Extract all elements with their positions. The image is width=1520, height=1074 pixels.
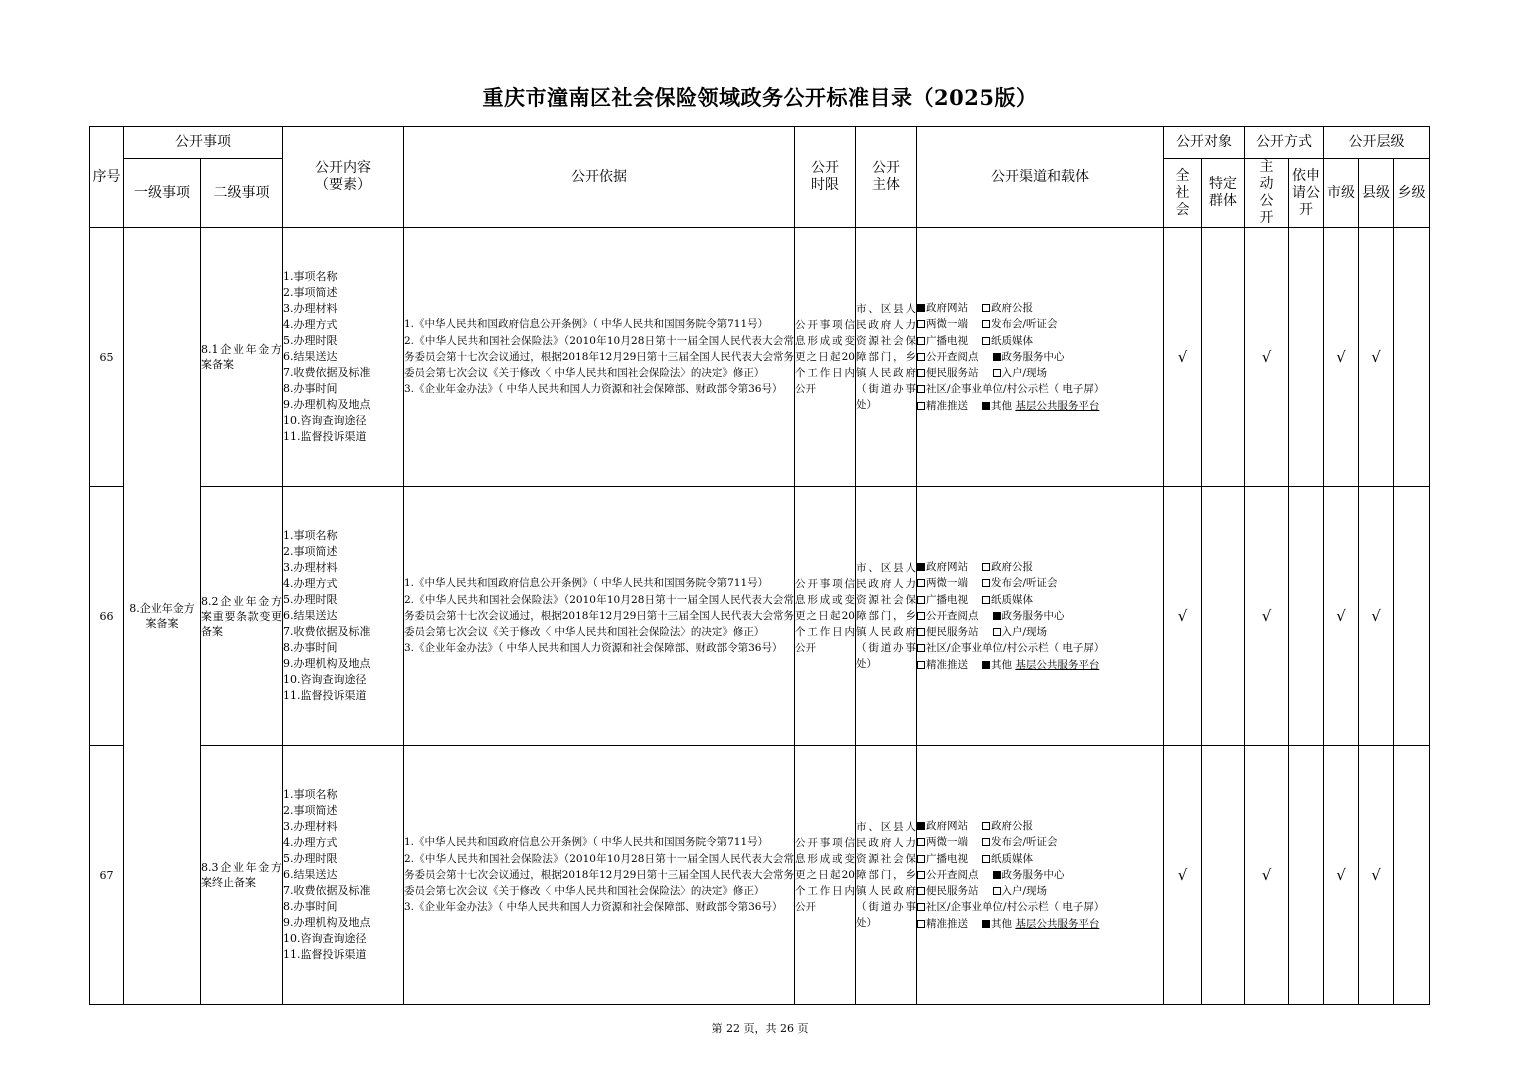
unchecked-box-icon (917, 628, 925, 636)
content-line: 9.办理机构及地点 (283, 398, 371, 411)
check-mode-active: √ (1245, 746, 1289, 1005)
level2-item: 8.3企业年金方案终止备案 (201, 746, 283, 1005)
header-level-county: 县级 (1359, 159, 1394, 228)
check-level-city: √ (1324, 487, 1359, 746)
channel-row (917, 608, 1163, 624)
basis-text (404, 746, 795, 1005)
channel-press: 发布会/听证会 (991, 577, 1058, 590)
content-elements (283, 228, 404, 487)
level2-item: 8.1企业年金方案备案 (201, 228, 283, 487)
unchecked-box-icon (982, 596, 990, 604)
content-line: 2.事项简述 (283, 804, 338, 817)
channel-row (917, 592, 1163, 608)
header-items: 公开事项 (124, 127, 283, 159)
channel-gov_bulletin: 政府公报 (991, 301, 1033, 314)
header-level: 公开层级 (1324, 127, 1430, 159)
channel-row (917, 818, 1163, 834)
channel-paper: 纸质媒体 (991, 852, 1033, 865)
channel-broadcast: 广播电视 (926, 593, 968, 606)
content-line: 7.收费依据及标准 (283, 366, 371, 379)
header-target-specific: 特定群体 (1202, 159, 1245, 228)
unchecked-box-icon (982, 320, 990, 328)
unchecked-box-icon (917, 320, 925, 328)
basis-line: 2.《中华人民共和国社会保险法》（2010年10月28日第十一届全国人民代表大会常务委员会第十七次会议通过，根据2018年12月29日第十三届全国人民代表大会常务委员会第七次会议《关于修改〈 中华人民共和国社会保险法〉的决定》修正） (404, 593, 794, 639)
page-footer: 第 22 页，共 26 页 (711, 1022, 809, 1035)
channel-gov_site: 政府网站 (926, 301, 968, 314)
channel-onsite: 入户/现场 (1001, 626, 1048, 639)
unchecked-box-icon (917, 612, 925, 620)
content-line: 4.办理方式 (283, 318, 338, 331)
content-line: 10.咨询查询途径 (283, 414, 367, 427)
channel-broadcast: 广播电视 (926, 334, 968, 347)
channel-row (917, 349, 1163, 365)
content-line: 2.事项简述 (283, 545, 338, 558)
channel-row (917, 381, 1163, 397)
channel-community: 社区/企事业单位/村公示栏（ 电子屏） (926, 383, 1105, 396)
header-level-city: 市级 (1324, 159, 1359, 228)
content-line: 3.办理材料 (283, 302, 338, 315)
channel-paper: 纸质媒体 (991, 593, 1033, 606)
channel-row (917, 316, 1163, 332)
basis-line: 3.《企业年金办法》（ 中华人民共和国人力资源和社会保障部、财政部令第36号） (404, 642, 783, 655)
channel-other: 其他 (991, 399, 1012, 412)
channel-precise: 精准推送 (926, 658, 968, 671)
content-line: 5.办理时限 (283, 852, 338, 865)
content-line: 8.办事时间 (283, 382, 338, 395)
unchecked-box-icon (993, 628, 1001, 636)
basis-line: 1.《中华人民共和国政府信息公开条例》（ 中华人民共和国国务院令第711号） (404, 318, 769, 331)
header-time-limit: 公开时限 (795, 127, 856, 228)
channel-other-detail: 基层公共服务平台 (1015, 399, 1100, 412)
content-line: 4.办理方式 (283, 836, 338, 849)
channel-reading_point: 公开查阅点 (926, 350, 979, 363)
content-line: 6.结果送达 (283, 350, 338, 363)
unchecked-box-icon (917, 337, 925, 345)
content-line: 4.办理方式 (283, 577, 338, 590)
checked-box-icon (993, 353, 1001, 361)
check-target-all: √ (1164, 228, 1202, 487)
channel-row (917, 300, 1163, 316)
channel-other-detail: 基层公共服务平台 (1015, 658, 1100, 671)
channel-reading_point: 公开查阅点 (926, 868, 979, 881)
unchecked-box-icon (982, 855, 990, 863)
content-line: 1.事项名称 (283, 529, 338, 542)
check-mode-apply (1289, 487, 1324, 746)
channel-list (917, 746, 1164, 1005)
channel-convenience: 便民服务站 (926, 885, 979, 898)
channel-onsite: 入户/现场 (1001, 885, 1048, 898)
channel-service_center: 政务服务中心 (1001, 609, 1065, 622)
header-mode-active: 主动公开 (1245, 159, 1289, 228)
channel-row (917, 834, 1163, 850)
check-target-specific (1202, 228, 1245, 487)
content-elements (283, 746, 404, 1005)
check-level-town (1394, 746, 1430, 1005)
check-mode-active: √ (1245, 487, 1289, 746)
content-line: 9.办理机构及地点 (283, 916, 371, 929)
checked-box-icon (982, 661, 990, 669)
unchecked-box-icon (917, 579, 925, 587)
channel-row (917, 333, 1163, 349)
header-level1: 一级事项 (124, 159, 201, 228)
level1-item: 8.企业年金方案备案 (124, 228, 201, 1005)
time-limit: 公开事项信息形成或变更之日起20个工作日内公开 (795, 487, 856, 746)
table-row (90, 487, 1430, 746)
time-limit: 公开事项信息形成或变更之日起20个工作日内公开 (795, 746, 856, 1005)
channel-convenience: 便民服务站 (926, 367, 979, 380)
check-mode-apply (1289, 746, 1324, 1005)
content-line: 2.事项简述 (283, 286, 338, 299)
header-channel: 公开渠道和载体 (917, 127, 1164, 228)
check-level-county: √ (1359, 228, 1394, 487)
basis-text (404, 487, 795, 746)
channel-paper: 纸质媒体 (991, 334, 1033, 347)
content-line: 1.事项名称 (283, 270, 338, 283)
check-level-county: √ (1359, 746, 1394, 1005)
checked-box-icon (917, 563, 925, 571)
unchecked-box-icon (993, 887, 1001, 895)
channel-broadcast: 广播电视 (926, 852, 968, 865)
unchecked-box-icon (982, 304, 990, 312)
channel-community: 社区/企事业单位/村公示栏（ 电子屏） (926, 901, 1105, 914)
content-elements (283, 487, 404, 746)
channel-community: 社区/企事业单位/村公示栏（ 电子屏） (926, 642, 1105, 655)
unchecked-box-icon (917, 353, 925, 361)
content-line: 1.事项名称 (283, 788, 338, 801)
unchecked-box-icon (917, 596, 925, 604)
channel-reading_point: 公开查阅点 (926, 609, 979, 622)
header-seq: 序号 (90, 127, 124, 228)
channel-list (917, 228, 1164, 487)
channel-row (917, 883, 1163, 899)
check-mode-active: √ (1245, 228, 1289, 487)
channel-two_micro: 两微一端 (926, 836, 968, 849)
checked-box-icon (982, 402, 990, 410)
unchecked-box-icon (982, 822, 990, 830)
unchecked-box-icon (917, 920, 925, 928)
check-level-town (1394, 487, 1430, 746)
unchecked-box-icon (982, 838, 990, 846)
channel-gov_site: 政府网站 (926, 819, 968, 832)
channel-two_micro: 两微一端 (926, 318, 968, 331)
channel-row (917, 916, 1163, 932)
channel-row (917, 575, 1163, 591)
channel-row (917, 624, 1163, 640)
content-line: 6.结果送达 (283, 609, 338, 622)
basis-line: 2.《中华人民共和国社会保险法》（2010年10月28日第十一届全国人民代表大会常务委员会第十七次会议通过，根据2018年12月29日第十三届全国人民代表大会常务委员会第七次会议《关于修改〈 中华人民共和国社会保险法〉的决定》修正） (404, 334, 794, 380)
checked-box-icon (982, 920, 990, 928)
unchecked-box-icon (917, 369, 925, 377)
subject: 市、区县人民政府人力资源社会保障部门，乡镇人民政府（街道办事处） (856, 487, 917, 746)
basis-line: 1.《中华人民共和国政府信息公开条例》（ 中华人民共和国国务院令第711号） (404, 577, 769, 590)
content-line: 11.监督投诉渠道 (283, 948, 367, 961)
level2-item: 8.2企业年金方案重要条款变更备案 (201, 487, 283, 746)
unchecked-box-icon (982, 563, 990, 571)
channel-precise: 精准推送 (926, 917, 968, 930)
channel-onsite: 入户/现场 (1001, 367, 1048, 380)
channel-press: 发布会/听证会 (991, 318, 1058, 331)
content-line: 6.结果送达 (283, 868, 338, 881)
row-seq: 66 (90, 487, 124, 746)
check-mode-apply (1289, 228, 1324, 487)
channel-gov_bulletin: 政府公报 (991, 819, 1033, 832)
channel-precise: 精准推送 (926, 399, 968, 412)
channel-convenience: 便民服务站 (926, 626, 979, 639)
content-line: 8.办事时间 (283, 900, 338, 913)
basis-text (404, 228, 795, 487)
subject: 市、区县人民政府人力资源社会保障部门，乡镇人民政府（街道办事处） (856, 746, 917, 1005)
time-limit: 公开事项信息形成或变更之日起20个工作日内公开 (795, 228, 856, 487)
unchecked-box-icon (917, 903, 925, 911)
checked-box-icon (993, 612, 1001, 620)
header-basis: 公开依据 (404, 127, 795, 228)
checked-box-icon (917, 304, 925, 312)
checked-box-icon (917, 822, 925, 830)
unchecked-box-icon (917, 661, 925, 669)
content-line: 5.办理时限 (283, 593, 338, 606)
content-line: 8.办事时间 (283, 641, 338, 654)
unchecked-box-icon (917, 385, 925, 393)
channel-list (917, 487, 1164, 746)
channel-row (917, 398, 1163, 414)
header-mode: 公开方式 (1245, 127, 1324, 159)
subject: 市、区县人民政府人力资源社会保障部门，乡镇人民政府（街道办事处） (856, 228, 917, 487)
page-title: 重庆市潼南区社会保险领域政务公开标准目录（2025版） (482, 85, 1038, 110)
channel-row (917, 867, 1163, 883)
unchecked-box-icon (993, 369, 1001, 377)
channel-press: 发布会/听证会 (991, 836, 1058, 849)
channel-two_micro: 两微一端 (926, 577, 968, 590)
header-target: 公开对象 (1164, 127, 1245, 159)
check-level-city: √ (1324, 746, 1359, 1005)
check-target-all: √ (1164, 746, 1202, 1005)
content-line: 3.办理材料 (283, 820, 338, 833)
unchecked-box-icon (917, 644, 925, 652)
content-line: 7.收费依据及标准 (283, 884, 371, 897)
basis-line: 2.《中华人民共和国社会保险法》（2010年10月28日第十一届全国人民代表大会常务委员会第十七次会议通过，根据2018年12月29日第十三届全国人民代表大会常务委员会第七次会议《关于修改〈 中华人民共和国社会保险法〉的决定》修正） (404, 852, 794, 898)
channel-service_center: 政务服务中心 (1001, 868, 1065, 881)
checked-box-icon (993, 871, 1001, 879)
content-line: 11.监督投诉渠道 (283, 430, 367, 443)
header-level-town: 乡级 (1394, 159, 1430, 228)
header-level2: 二级事项 (201, 159, 283, 228)
header-content: 公开内容（要素） (283, 127, 404, 228)
header-subject: 公开主体 (856, 127, 917, 228)
channel-row (917, 657, 1163, 673)
channel-row (917, 559, 1163, 575)
content-line: 11.监督投诉渠道 (283, 689, 367, 702)
check-target-specific (1202, 487, 1245, 746)
row-seq: 65 (90, 228, 124, 487)
unchecked-box-icon (917, 402, 925, 410)
header-target-all: 全社会 (1164, 159, 1202, 228)
check-level-city: √ (1324, 228, 1359, 487)
content-line: 9.办理机构及地点 (283, 657, 371, 670)
basis-line: 3.《企业年金办法》（ 中华人民共和国人力资源和社会保障部、财政部令第36号） (404, 901, 783, 914)
check-level-town (1394, 228, 1430, 487)
content-line: 7.收费依据及标准 (283, 625, 371, 638)
unchecked-box-icon (917, 887, 925, 895)
unchecked-box-icon (917, 838, 925, 846)
channel-row (917, 851, 1163, 867)
header-mode-apply: 依申请公开 (1289, 159, 1324, 228)
unchecked-box-icon (982, 337, 990, 345)
content-line: 3.办理材料 (283, 561, 338, 574)
channel-other: 其他 (991, 917, 1012, 930)
content-line: 10.咨询查询途径 (283, 932, 367, 945)
content-line: 10.咨询查询途径 (283, 673, 367, 686)
table-row (90, 228, 1430, 487)
content-line: 5.办理时限 (283, 334, 338, 347)
channel-gov_bulletin: 政府公报 (991, 560, 1033, 573)
basis-line: 1.《中华人民共和国政府信息公开条例》（ 中华人民共和国国务院令第711号） (404, 836, 769, 849)
check-target-all: √ (1164, 487, 1202, 746)
check-level-county: √ (1359, 487, 1394, 746)
unchecked-box-icon (982, 579, 990, 587)
channel-gov_site: 政府网站 (926, 560, 968, 573)
row-seq: 67 (90, 746, 124, 1005)
channel-row (917, 640, 1163, 656)
unchecked-box-icon (917, 855, 925, 863)
table-row (90, 746, 1430, 1005)
channel-service_center: 政务服务中心 (1001, 350, 1065, 363)
check-target-specific (1202, 746, 1245, 1005)
channel-row (917, 899, 1163, 915)
channel-other: 其他 (991, 658, 1012, 671)
catalog-table (89, 126, 1430, 1005)
unchecked-box-icon (917, 871, 925, 879)
basis-line: 3.《企业年金办法》（ 中华人民共和国人力资源和社会保障部、财政部令第36号） (404, 383, 783, 396)
channel-row (917, 365, 1163, 381)
channel-other-detail: 基层公共服务平台 (1015, 917, 1100, 930)
